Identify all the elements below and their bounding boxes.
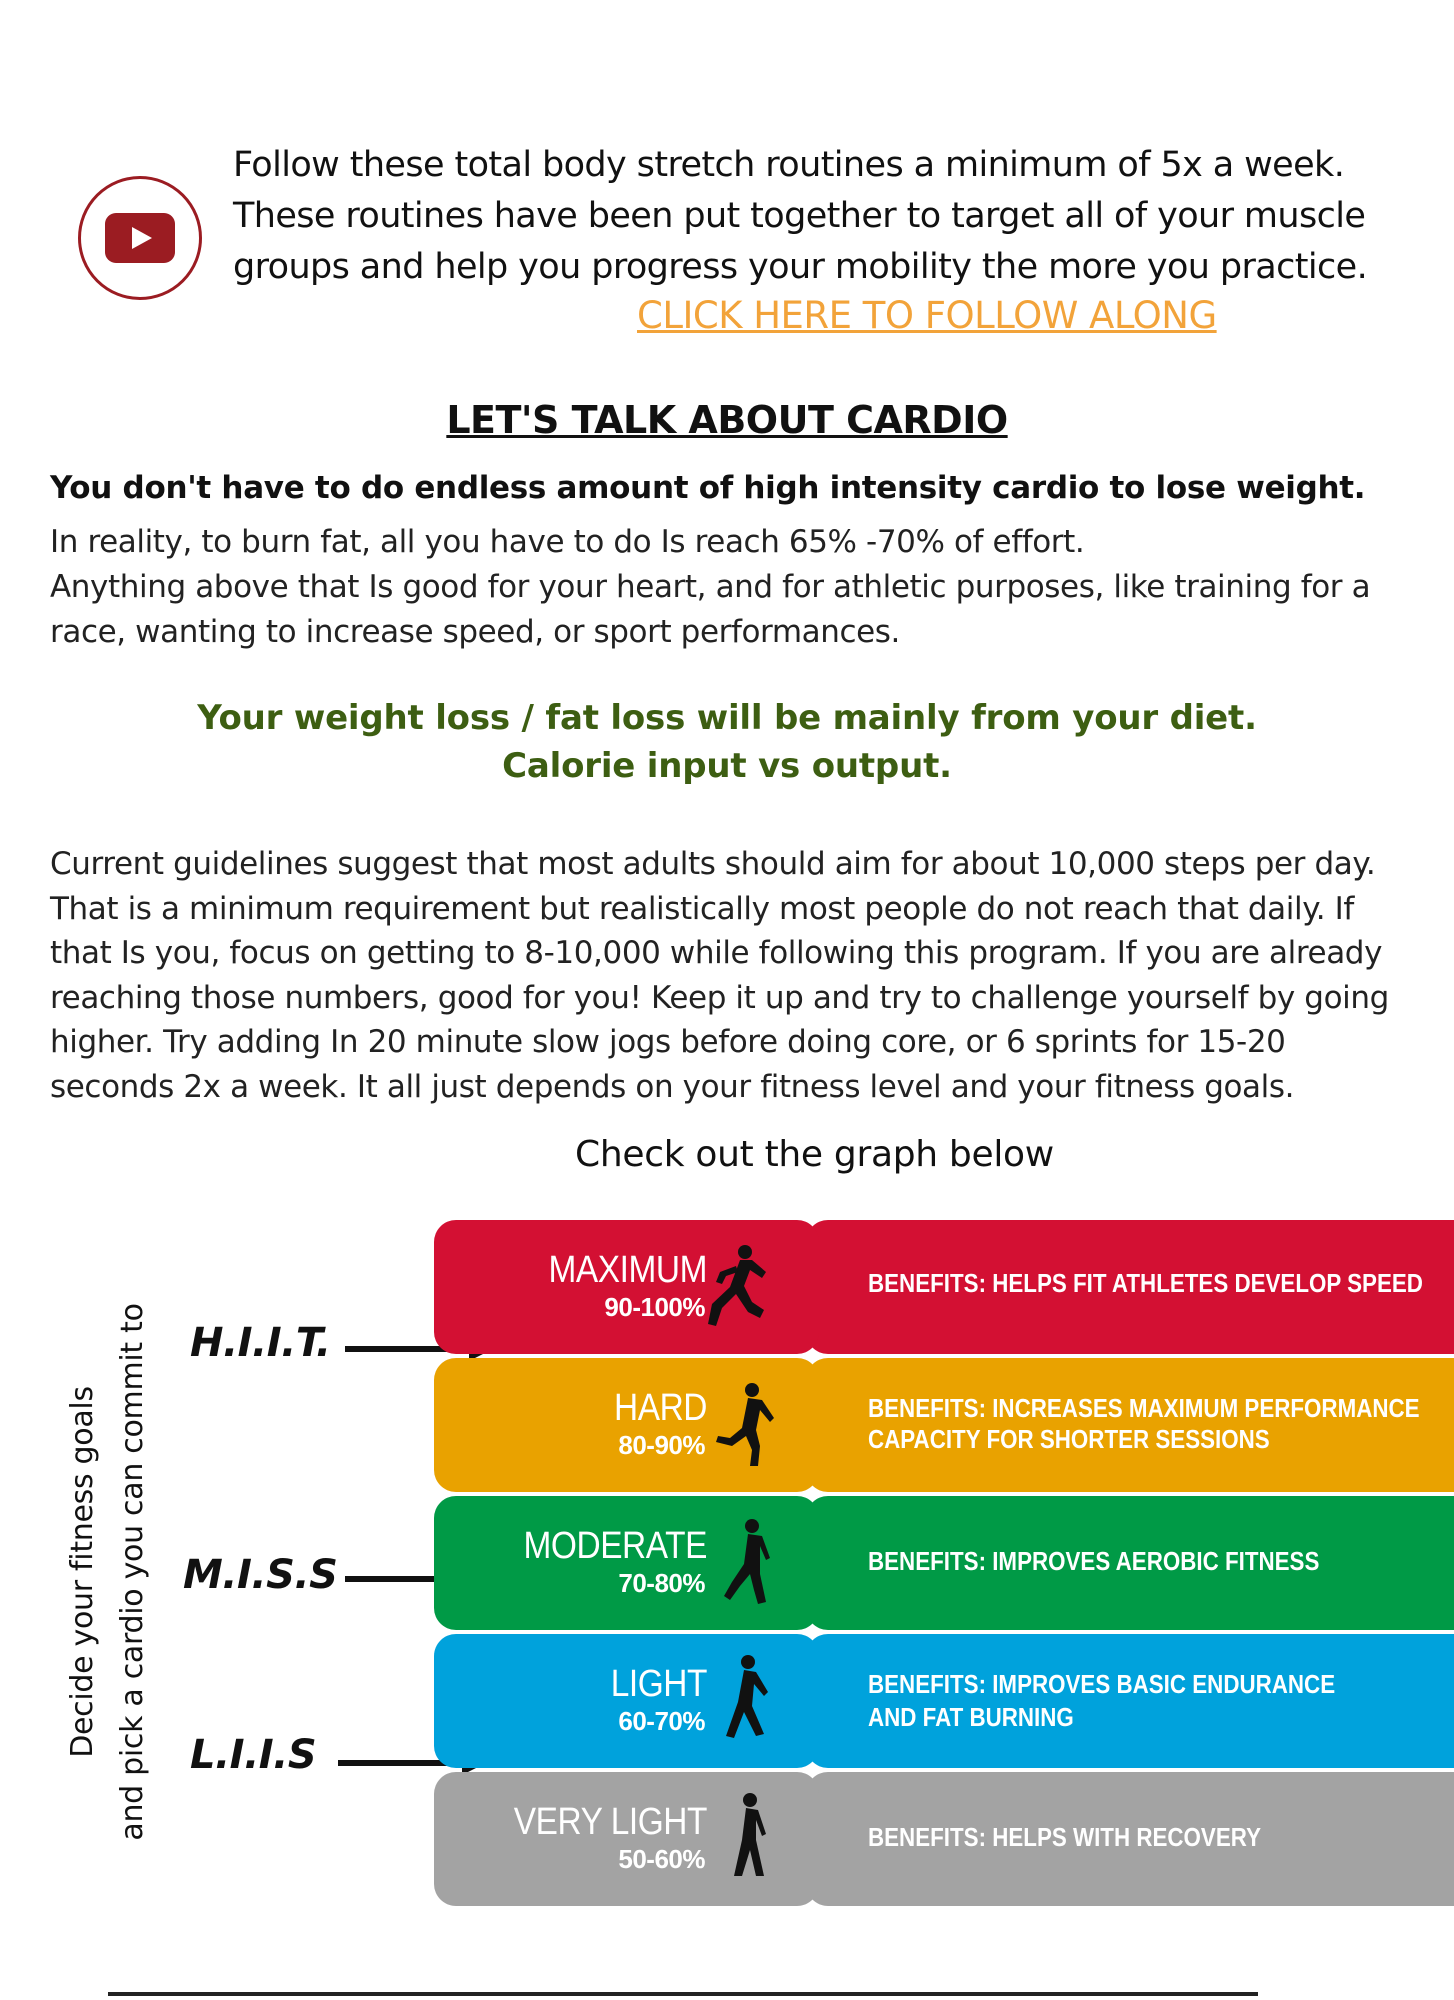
intro-text: Follow these total body stretch routines a minimum of 5x a week. These routines have been put together to target all of your muscle groups and help you progress your mobility the more you practice. [233,145,1368,287]
effort-paragraph: Anything above that Is good for your heart, and for athletic purposes, like training for a race, wanting to increase speed, or sport performances. [50,569,1371,650]
zone-benefit-text: BENEFITS: IMPROVES BASIC ENDURANCE [868,1669,1336,1699]
jogger-icon [712,1516,782,1606]
diet-statement: Your weight loss / fat loss will be mainly from your diet. [197,698,1257,738]
side-instruction [58,1262,158,1882]
zone-benefit-text: AND FAT BURNING [868,1702,1074,1732]
walker-icon [706,1652,776,1742]
zone-name: LIGHT [610,1663,707,1705]
zone-benefit-band [806,1358,1454,1492]
youtube-play-icon [105,213,175,263]
zone-benefit-text: BENEFITS: IMPROVES AEROBIC FITNESS [868,1546,1320,1576]
zone-band-moderate [434,1496,819,1630]
zone-benefit-band [806,1220,1454,1354]
youtube-icon-badge[interactable] [78,176,202,300]
zone-percentage: 60-70% [618,1706,705,1736]
zone-percentage: 80-90% [618,1430,705,1460]
zone-percentage: 50-60% [618,1844,705,1874]
section-title: LET'S TALK ABOUT CARDIO [446,398,1008,442]
zone-benefit-text: CAPACITY FOR SHORTER SESSIONS [868,1424,1270,1454]
zone-name: VERY LIGHT [513,1801,707,1843]
runner-icon [712,1380,782,1470]
sprinter-icon [700,1242,770,1332]
zone-percentage: 90-100% [604,1292,705,1322]
zone-name: HARD [613,1387,707,1429]
zone-percentage: 70-80% [618,1568,705,1598]
zone-name: MAXIMUM [548,1249,707,1291]
zone-benefit-band [806,1496,1454,1630]
zone-benefit-text: BENEFITS: HELPS WITH RECOVERY [868,1822,1261,1852]
zone-name: MODERATE [523,1525,707,1567]
steps-paragraph: Current guidelines suggest that most adults should aim for about 10,000 steps per day. That is a minimum requirement but realistically most people do not reach that daily. If that Is you, focus on getting to 8-10,000 while following this program. If you are already reaching those numbers, good for you! Keep it up and try to challenge yourself by going higher. Try adding In 20 minute slow jogs before doing core, or 6 sprints for 15-20 seconds 2x a week. It all just depends on your fitness level and your fitness goals. [50,846,1389,1105]
side-instruction-line: and pick a cardio you can commit to [115,1303,150,1841]
zone-benefit-text: BENEFITS: INCREASES MAXIMUM PERFORMANCE [868,1393,1420,1423]
bold-statement: You don't have to do endless amount of high intensity cardio to lose weight. [50,470,1366,506]
zone-band-maximum [434,1220,819,1354]
zone-band-light [434,1634,819,1768]
side-instruction-line: Decide your fitness goals [65,1386,100,1758]
zone-band-hard [434,1358,819,1492]
miss-label: M.I.S.S [183,1552,338,1598]
liis-label: L.I.I.S [190,1732,317,1778]
follow-along-link[interactable]: CLICK HERE TO FOLLOW ALONG [637,294,1217,337]
bottom-divider [108,1992,1258,1996]
zone-benefit-text: BENEFITS: HELPS FIT ATHLETES DEVELOP SPEED [868,1268,1423,1298]
zone-band-very-light [434,1772,819,1906]
zone-benefit-band [806,1772,1454,1906]
effort-paragraph-line: In reality, to burn fat, all you have to do Is reach 65% -70% of effort. [50,524,1085,560]
walker-icon [710,1790,780,1880]
graph-caption: Check out the graph below [575,1134,1054,1175]
calorie-statement: Calorie input vs output. [502,746,952,786]
hiit-label: H.I.I.T. [190,1320,331,1366]
zone-benefit-band [806,1634,1454,1768]
